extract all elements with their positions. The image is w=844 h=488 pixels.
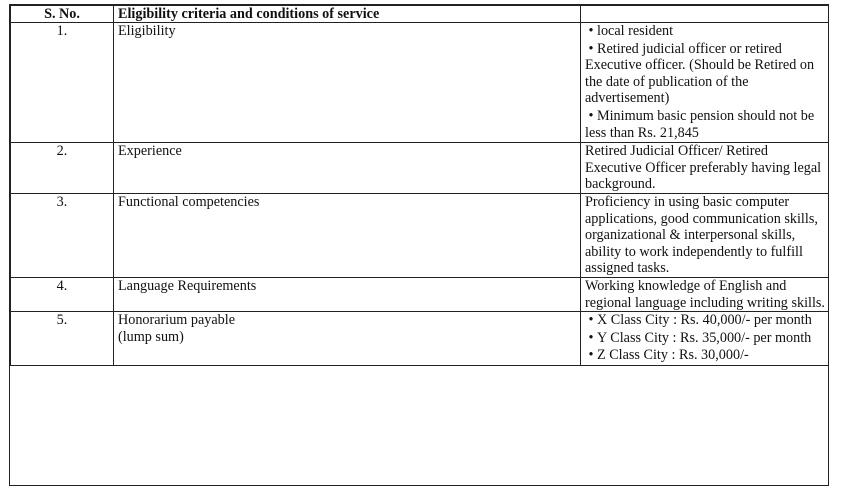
row-details: Proficiency in using basic computer applications, good communication skills, organizational & interpersonal skills, ability to work independently to fulfill assigned tasks. bbox=[581, 193, 830, 277]
table-row bbox=[11, 23, 830, 143]
row-sno: 4. bbox=[11, 277, 114, 311]
row-details bbox=[581, 23, 830, 143]
bullet-icon: • bbox=[588, 40, 594, 57]
header-criteria: Eligibility criteria and conditions of service bbox=[114, 6, 581, 23]
header-details bbox=[581, 6, 830, 23]
bullet-icon: • bbox=[588, 347, 594, 364]
bullet-icon: • bbox=[588, 23, 594, 39]
list-item: • Minimum basic pension should not be less than Rs. 21,845 bbox=[585, 107, 815, 141]
bullet-list bbox=[585, 23, 828, 141]
table-row bbox=[11, 143, 830, 194]
list-item: • X Class City : Rs. 40,000/- per month bbox=[585, 312, 828, 329]
criteria-sub: (lump sum) bbox=[118, 328, 184, 345]
row-details: Retired Judicial Officer/ Retired Executive Officer preferably having legal background. bbox=[581, 143, 830, 194]
list-item: • Y Class City : Rs. 35,000/- per month bbox=[585, 330, 828, 347]
list-item: • Retired judicial officer or retired Executive officer. (Should be Retired on the date of publication of the advertisement) bbox=[585, 40, 815, 107]
bullet-icon: • bbox=[588, 312, 594, 329]
list-item: • Z Class City : Rs. 30,000/- bbox=[585, 347, 828, 364]
table-row bbox=[11, 193, 830, 277]
table-row bbox=[11, 312, 830, 366]
row-sno: 1. bbox=[11, 23, 114, 143]
row-sno: 3. bbox=[11, 193, 114, 277]
bullet-list bbox=[585, 312, 828, 364]
eligibility-table-frame bbox=[9, 4, 829, 486]
table-header-row bbox=[11, 6, 830, 23]
row-criteria: Language Requirements bbox=[114, 277, 581, 311]
table-row bbox=[11, 277, 830, 311]
row-criteria: Functional competencies bbox=[114, 193, 581, 277]
list-item: • local resident bbox=[585, 23, 828, 40]
bullet-icon: • bbox=[588, 329, 594, 346]
bullet-icon: • bbox=[588, 107, 594, 124]
row-sno: 2. bbox=[11, 143, 114, 194]
row-details bbox=[581, 312, 830, 366]
row-sno: 5. bbox=[11, 312, 114, 366]
row-details: Working knowledge of English and regional language including writing skills. bbox=[581, 277, 830, 311]
eligibility-table bbox=[10, 5, 829, 366]
row-criteria: Eligibility bbox=[114, 23, 581, 143]
criteria-main: Honorarium payable bbox=[118, 312, 236, 329]
row-criteria bbox=[114, 312, 581, 366]
row-criteria: Experience bbox=[114, 143, 581, 194]
header-sno: S. No. bbox=[11, 6, 114, 23]
